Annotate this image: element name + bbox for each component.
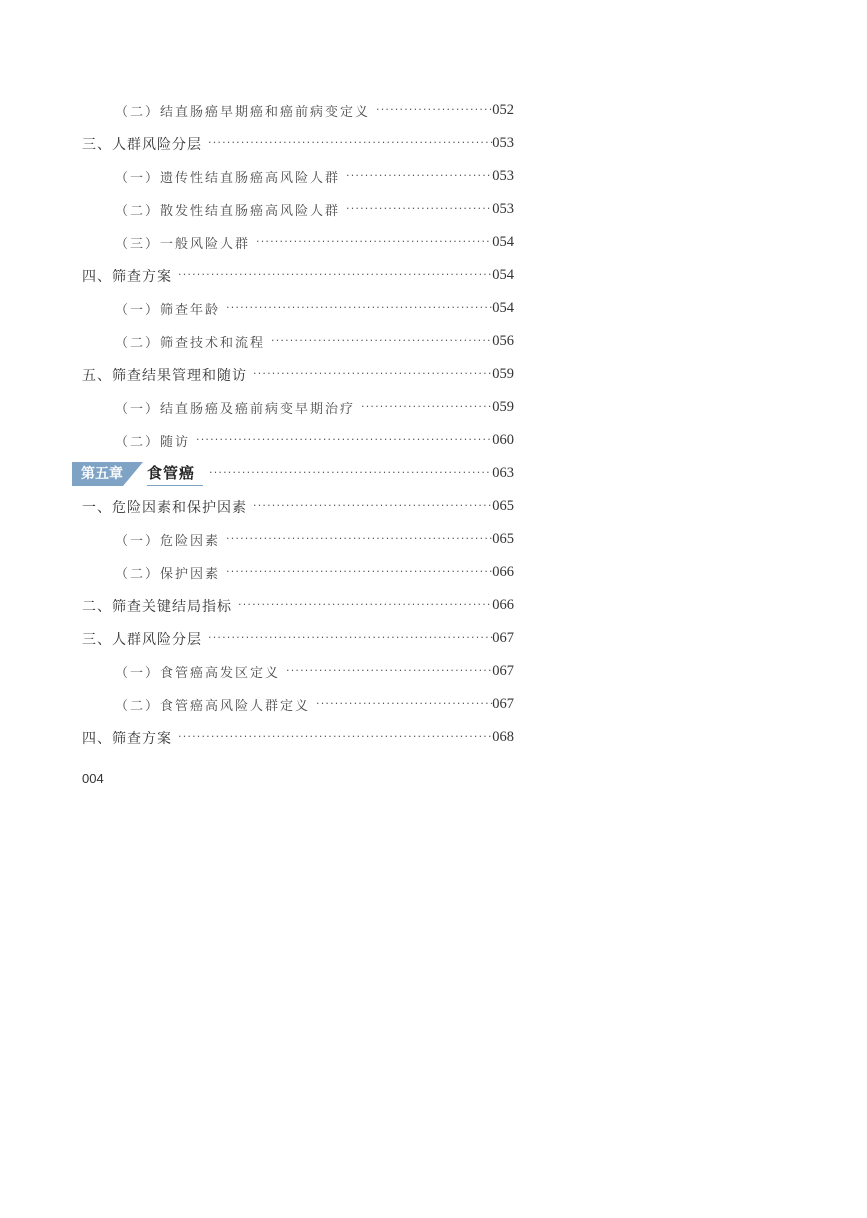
toc-entry-page: 066	[492, 597, 514, 613]
dot-leader	[226, 301, 492, 314]
toc-entry-page: 067	[492, 696, 514, 712]
toc-entry-page: 054	[492, 300, 514, 316]
toc-entry-title: （一）结直肠癌及癌前病变早期治疗	[115, 402, 356, 417]
dot-leader	[271, 334, 492, 347]
toc-entry-title: 四、筛查方案	[82, 268, 172, 285]
toc-entry-title: 五、筛查结果管理和随访	[82, 367, 247, 384]
toc-entry-page: 053	[492, 135, 514, 151]
toc-entry-title: （二）食管癌高风险人群定义	[115, 699, 311, 714]
toc-entry-page: 059	[492, 366, 514, 382]
dot-leader	[226, 565, 492, 578]
toc-entry[interactable]	[0, 655, 514, 688]
toc-entry-title: 四、筛查方案	[82, 730, 172, 747]
toc-entry[interactable]	[0, 589, 514, 622]
toc-entry[interactable]	[0, 292, 514, 325]
toc-entry-page: 065	[492, 498, 514, 514]
toc-entry-title: （二）随访	[115, 435, 191, 450]
dot-leader	[208, 631, 492, 644]
dot-leader	[346, 169, 492, 182]
toc-entry[interactable]	[0, 127, 514, 160]
toc-entry[interactable]	[0, 424, 514, 457]
toc-entry[interactable]	[0, 358, 514, 391]
toc-entry-page: 060	[492, 432, 514, 448]
toc-entry-title: （一）遗传性结直肠癌高风险人群	[115, 171, 341, 186]
toc-entry[interactable]	[0, 160, 514, 193]
toc-entry-page: 052	[492, 102, 514, 118]
dot-leader	[178, 730, 492, 743]
toc-entry-page: 059	[492, 399, 514, 415]
toc-entry-title: （一）食管癌高发区定义	[115, 666, 281, 681]
toc-entry[interactable]	[0, 325, 514, 358]
toc-entry[interactable]	[0, 688, 514, 721]
dot-leader	[196, 433, 492, 446]
toc-entry-page: 054	[492, 267, 514, 283]
dot-leader	[316, 697, 492, 710]
dot-leader	[253, 499, 492, 512]
chapter-badge-tip	[123, 462, 143, 486]
chapter-title: 食管癌	[147, 462, 203, 486]
toc-entry-page: 067	[492, 663, 514, 679]
toc-entry-title: （三）一般风险人群	[115, 237, 251, 252]
toc-entry[interactable]	[0, 259, 514, 292]
toc-entry-title: （二）筛查技术和流程	[115, 336, 266, 351]
toc-entry-title: （二）结直肠癌早期癌和癌前病变定义	[115, 105, 371, 120]
toc-entry-title: 三、人群风险分层	[82, 631, 202, 648]
toc-entry-title: 二、筛查关键结局指标	[82, 598, 232, 615]
toc-entry-title: 三、人群风险分层	[82, 136, 202, 153]
toc-entry[interactable]	[0, 490, 514, 523]
toc-entry[interactable]	[0, 721, 514, 754]
toc-entry-title: （二）保护因素	[115, 567, 221, 582]
toc-entry-page: 063	[492, 465, 514, 481]
page-number: 004	[82, 771, 104, 786]
toc-entry-title: （二）散发性结直肠癌高风险人群	[115, 204, 341, 219]
dot-leader	[361, 400, 492, 413]
dot-leader	[256, 235, 492, 248]
toc-entry-title: 一、危险因素和保护因素	[82, 499, 247, 516]
toc-entry[interactable]	[0, 556, 514, 589]
toc-entry-page: 054	[492, 234, 514, 250]
toc-entry-page: 056	[492, 333, 514, 349]
toc-entry-page: 065	[492, 531, 514, 547]
dot-leader	[208, 136, 492, 149]
toc-entry[interactable]	[0, 94, 514, 127]
toc-entry-title: （一）筛查年龄	[115, 303, 221, 318]
dot-leader	[178, 268, 492, 281]
toc-chapter-entry[interactable]	[0, 457, 514, 490]
toc-entry-page: 068	[492, 729, 514, 745]
toc-entry-page: 053	[492, 201, 514, 217]
dot-leader	[376, 103, 492, 116]
toc-entry-page: 053	[492, 168, 514, 184]
toc-entry[interactable]	[0, 193, 514, 226]
dot-leader	[238, 598, 492, 611]
toc-entry[interactable]	[0, 622, 514, 655]
dot-leader	[286, 664, 492, 677]
dot-leader	[346, 202, 492, 215]
toc-entry-page: 067	[492, 630, 514, 646]
dot-leader	[203, 466, 492, 479]
toc-entry-page: 066	[492, 564, 514, 580]
chapter-badge: 第五章	[72, 462, 123, 486]
toc-entry-title: （一）危险因素	[115, 534, 221, 549]
toc-entry[interactable]	[0, 391, 514, 424]
toc-entry[interactable]	[0, 226, 514, 259]
toc-entry[interactable]	[0, 523, 514, 556]
dot-leader	[226, 532, 492, 545]
dot-leader	[253, 367, 492, 380]
table-of-contents	[0, 94, 867, 754]
